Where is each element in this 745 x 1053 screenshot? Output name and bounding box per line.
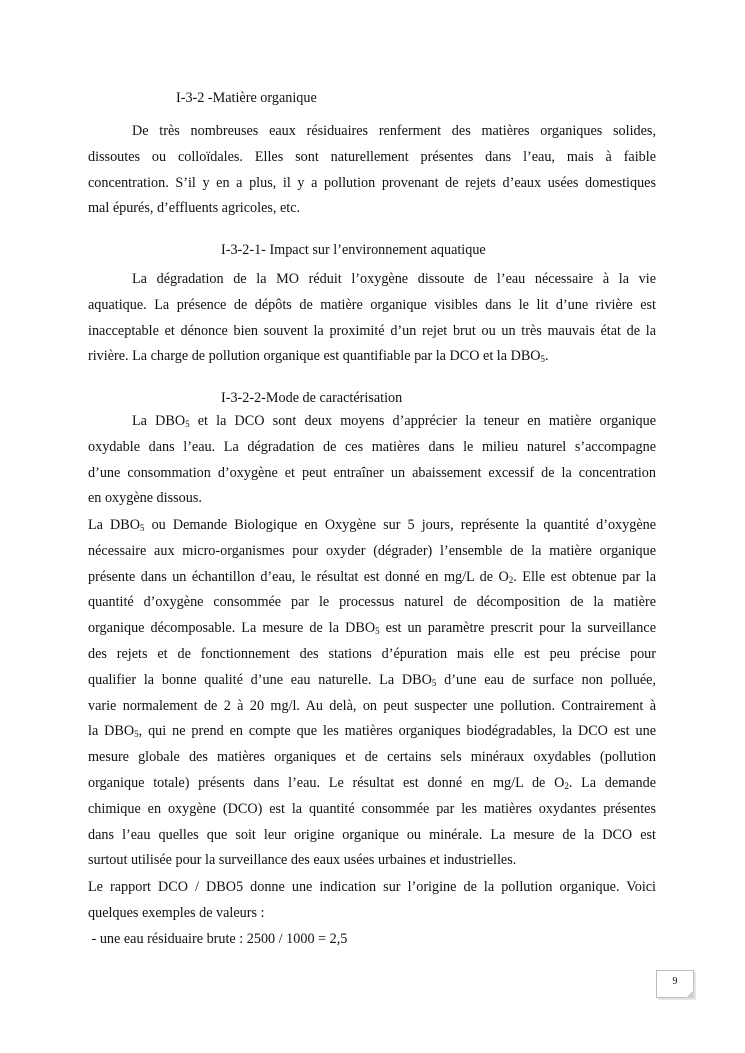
paragraph-intro xyxy=(88,119,656,222)
subsection-heading-caracterisation: I-3-2-2-Mode de caractérisation xyxy=(221,390,403,406)
text-line: nécessaire aux micro-organismes pour oxyder (dégrader) l’ensemble de la matière organique xyxy=(88,542,656,559)
section-heading-matiere-organique: I-3-2 -Matière organique xyxy=(176,90,317,106)
text-line: organique totale) présents dans l’eau. Le résultat est donné en mg/L de $O_2$. La demande xyxy=(88,774,656,791)
text-line: qualifier la bonne qualité d’une eau naturelle. La $DBO_5$ d’une eau de surface non polluée, xyxy=(88,671,656,688)
text-line: inacceptable et dénonce bien souvent la proximité d’un rejet brut ou un très mauvais état de la xyxy=(88,322,656,339)
page-number: 9 xyxy=(656,970,694,998)
text-line: Le rapport DCO / DBO5 donne une indication sur l’origine de la pollution organique. Voici xyxy=(88,879,656,895)
text-line: La $DBO_5$ et la DCO sont deux moyens d’apprécier la teneur en matière organique xyxy=(132,413,657,429)
text-line: surtout utilisée pour la surveillance des eaux usées urbaines et industrielles. xyxy=(88,852,517,869)
text-line: rivière. La charge de pollution organique est quantifiable par la DCO et la $DBO_5$. xyxy=(88,348,549,365)
text-line: La $DBO_5$ ou Demande Biologique en Oxygène sur 5 jours, représente la quantité d’oxygène xyxy=(88,517,657,533)
text-line: La dégradation de la MO réduit l’oxygène dissoute de l’eau nécessaire à la vie xyxy=(132,271,656,287)
text-line: dissoutes ou colloïdales. Elles sont naturellement présentes dans l’eau, mais à faible xyxy=(88,148,656,165)
paragraph-impact xyxy=(88,267,656,370)
text-line: concentration. S’il y en a plus, il y a pollution provenant de rejets d’eaux usées domestiques xyxy=(88,174,656,191)
text-line: oxydable dans l’eau. La dégradation de ces matières dans le milieu naturel s’accompagne xyxy=(88,438,656,455)
text-line: des rejets et de fonctionnement des stations d’épuration mais elle est peu précise pour xyxy=(88,645,656,662)
text-line: d’une consommation d’oxygène et peut entraîner un abaissement excessif de la concentration xyxy=(88,464,656,481)
text-line: la $DBO_5$, qui ne prend en compte que les matières organiques biodégradables, la DCO est une xyxy=(88,723,656,740)
text-line: mesure globale des matières organiques et de certains sels minéraux oxydables (pollution xyxy=(88,749,656,766)
text-line: chimique en oxygène (DCO) est la quantité consommée par les matières oxydantes présentes xyxy=(88,800,656,817)
paragraph-caracterisation xyxy=(88,409,656,512)
text-line: en oxygène dissous. xyxy=(88,490,202,507)
text-line: quelques exemples de valeurs : xyxy=(88,904,265,921)
paragraph-rapport xyxy=(88,875,656,952)
list-item: - une eau résiduaire brute : 2500 / 1000 = 2,5 xyxy=(88,930,348,947)
text-line: présente dans un échantillon d’eau, le résultat est donné en mg/L de $O_2$. Elle est obtenue par la xyxy=(88,568,656,585)
text-line: dans l’eau quelles que soit leur origine organique ou minérale. La mesure de la DCO est xyxy=(88,826,656,843)
text-line: De très nombreuses eaux résiduaires renferment des matières organiques solides, xyxy=(132,123,656,139)
text-line: aquatique. La présence de dépôts de matière organique visibles dans le lit d’une rivière est xyxy=(88,296,656,313)
text-line: mal épurés, d’effluents agricoles, etc. xyxy=(88,200,301,217)
paragraph-dbo5 xyxy=(88,513,656,874)
subsection-heading-impact: I-3-2-1- Impact sur l’environnement aquatique xyxy=(221,242,486,258)
text-line: organique décomposable. La mesure de la $DBO_5$ est un paramètre prescrit pour la surveillance xyxy=(88,620,656,637)
text-line: varie normalement de 2 à 20 mg/l. Au delà, on peut suspecter une pollution. Contrairement à xyxy=(88,697,656,714)
text-line: quantité d’oxygène consommée par le processus naturel de décomposition de la matière xyxy=(88,594,656,611)
